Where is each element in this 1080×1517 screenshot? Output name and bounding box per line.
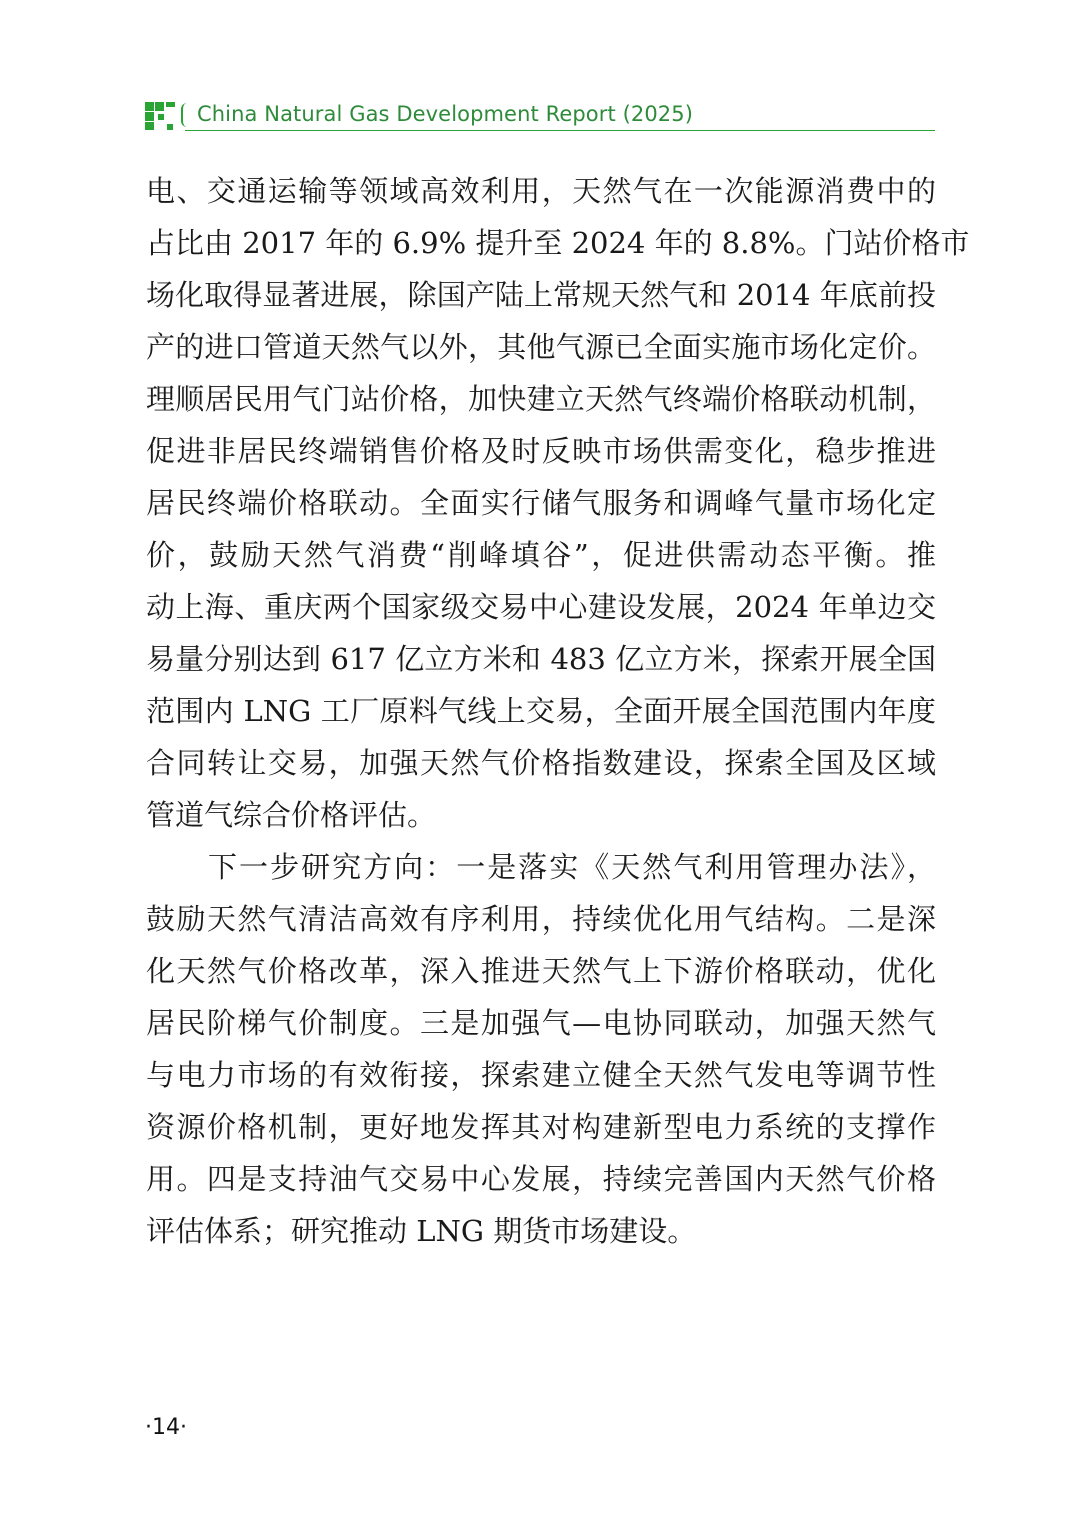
text-line: 化天然气价格改革，深入推进天然气上下游价格联动，优化 — [146, 954, 936, 988]
text-line: 产的进口管道天然气以外，其他气源已全面实施市场化定价。 — [146, 330, 936, 364]
header-title: China Natural Gas Development Report (2025) — [197, 102, 694, 126]
text-line: 占比由 2017 年的 6.9% 提升至 2024 年的 8.8%。门站价格市 — [146, 226, 970, 260]
body-text — [146, 165, 970, 1257]
text-line: 促进非居民终端销售价格及时反映市场供需变化，稳步推进 — [146, 434, 936, 468]
text-line: 易量分别达到 617 亿立方米和 483 亿立方米，探索开展全国 — [146, 642, 936, 676]
page-header — [145, 100, 935, 134]
text-line: 资源价格机制，更好地发挥其对构建新型电力系统的支撑作 — [146, 1110, 936, 1144]
text-line: 下一步研究方向：一是落实《天然气利用管理办法》， — [146, 850, 936, 884]
header-bracket — [181, 103, 191, 127]
text-line: 用。四是支持油气交易中心发展，持续完善国内天然气价格 — [146, 1162, 936, 1196]
text-line: 价，鼓励天然气消费“削峰填谷”，促进供需动态平衡。推 — [146, 538, 936, 572]
text-line: 动上海、重庆两个国家级交易中心建设发展，2024 年单边交 — [146, 590, 936, 624]
paragraph-end-line: 评估体系；研究推动 LNG 期货市场建设。 — [146, 1214, 697, 1248]
paragraph-end-line: 管道气综合价格评估。 — [146, 798, 437, 832]
report-logo-icon — [145, 102, 175, 130]
text-line: 合同转让交易，加强天然气价格指数建设，探索全国及区域 — [146, 746, 936, 780]
text-line: 鼓励天然气清洁高效有序利用，持续优化用气结构。二是深 — [146, 902, 936, 936]
text-line: 电、交通运输等领域高效利用，天然气在一次能源消费中的 — [146, 174, 936, 208]
text-line: 理顺居民用气门站价格，加快建立天然气终端价格联动机制， — [146, 382, 936, 416]
page-number: ·14· — [145, 1415, 187, 1440]
text-line: 场化取得显著进展，除国产陆上常规天然气和 2014 年底前投 — [146, 278, 936, 312]
text-line: 范围内 LNG 工厂原料气线上交易，全面开展全国范围内年度 — [146, 694, 936, 728]
text-line: 居民阶梯气价制度。三是加强气—电协同联动，加强天然气 — [146, 1006, 936, 1040]
text-line: 居民终端价格联动。全面实行储气服务和调峰气量市场化定 — [146, 486, 936, 520]
header-divider — [185, 130, 935, 131]
text-line: 与电力市场的有效衔接，探索建立健全天然气发电等调节性 — [146, 1058, 936, 1092]
